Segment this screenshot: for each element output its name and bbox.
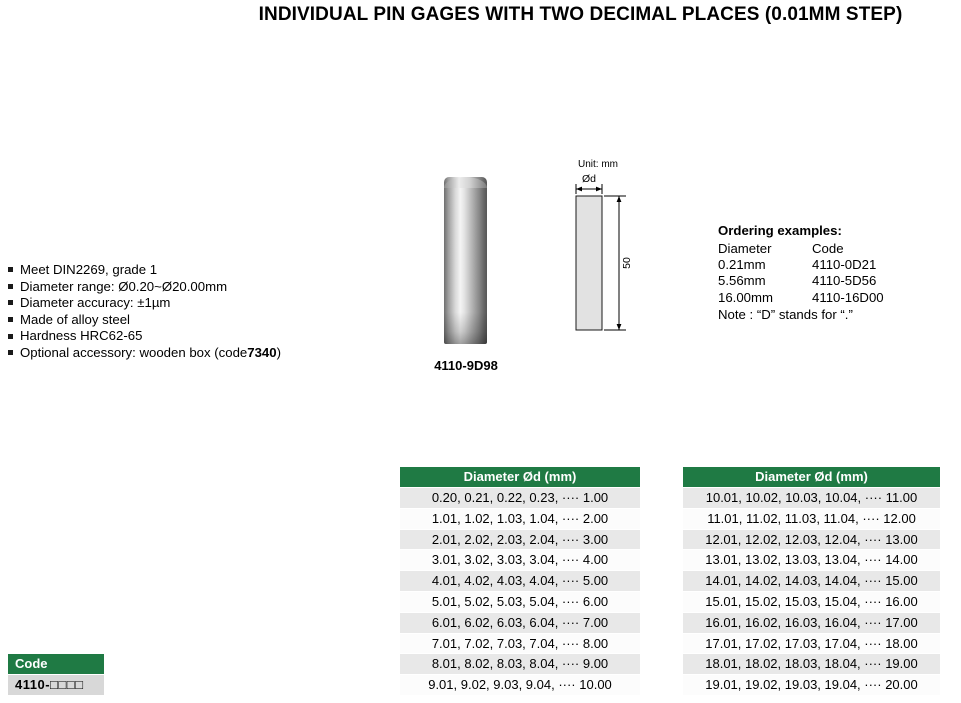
feature-text: Optional accessory: wooden box (code xyxy=(20,344,248,360)
table-row: 11.01, 11.02, 11.03, 11.04, ···· 12.00 xyxy=(683,508,940,529)
code-pattern-box xyxy=(8,654,104,695)
diameter-table-2 xyxy=(683,467,940,695)
code-box-value: 4110-□□□□ xyxy=(8,675,104,695)
table-row: 16.01, 16.02, 16.03, 16.04, ···· 17.00 xyxy=(683,612,940,633)
ordering-diameter: 0.21mm xyxy=(718,257,766,273)
product-model-caption: 4110-9D98 xyxy=(434,358,498,373)
table-row: 3.01, 3.02, 3.03, 3.04, ···· 4.00 xyxy=(400,549,640,570)
table-header: Diameter Ød (mm) xyxy=(683,467,940,487)
ordering-diameter: 5.56mm xyxy=(718,273,766,289)
feature-item xyxy=(8,296,281,309)
table-row: 4.01, 4.02, 4.03, 4.04, ···· 5.00 xyxy=(400,570,640,591)
bullet-icon xyxy=(8,284,13,289)
feature-text: Made of alloy steel xyxy=(20,311,130,327)
ordering-code: 4110-5D56 xyxy=(812,273,877,289)
code-box-header: Code xyxy=(8,654,104,674)
ordering-col-header-code: Code xyxy=(812,241,844,256)
ordering-note: Note : “D” stands for “.” xyxy=(718,306,853,322)
bullet-icon xyxy=(8,267,13,272)
ordering-code: 4110-0D21 xyxy=(812,257,877,273)
table-row: 7.01, 7.02, 7.03, 7.04, ···· 8.00 xyxy=(400,633,640,654)
table-row: 6.01, 6.02, 6.03, 6.04, ···· 7.00 xyxy=(400,612,640,633)
arrowhead-icon xyxy=(576,187,582,192)
arrowhead-icon xyxy=(596,187,602,192)
table-row: 0.20, 0.21, 0.22, 0.23, ···· 1.00 xyxy=(400,487,640,508)
accessory-code: 7340 xyxy=(247,344,277,360)
table-row: 8.01, 8.02, 8.03, 8.04, ···· 9.00 xyxy=(400,653,640,674)
ordering-code: 4110-16D00 xyxy=(812,289,884,305)
feature-item xyxy=(8,263,281,276)
ordering-col-header-diameter: Diameter xyxy=(718,241,772,256)
page-title: INDIVIDUAL PIN GAGES WITH TWO DECIMAL PLACES (0.01MM STEP) xyxy=(258,4,903,25)
length-dim-label: 50 xyxy=(621,257,633,269)
table-row: 9.01, 9.02, 9.03, 9.04, ···· 10.00 xyxy=(400,674,640,695)
table-row: 15.01, 15.02, 15.03, 15.04, ···· 16.00 xyxy=(683,591,940,612)
unit-label: Unit: mm xyxy=(578,159,618,170)
diameter-table-1 xyxy=(400,467,640,695)
table-row: 13.01, 13.02, 13.03, 13.04, ···· 14.00 xyxy=(683,549,940,570)
feature-text: ) xyxy=(276,344,281,360)
pin-gage-photo xyxy=(444,177,487,344)
arrowhead-icon xyxy=(617,324,622,330)
feature-item xyxy=(8,313,281,326)
dimension-drawing xyxy=(556,155,648,350)
bullet-icon xyxy=(8,300,13,305)
feature-text: Meet DIN2269, grade 1 xyxy=(20,262,158,277)
feature-text: Hardness HRC62-65 xyxy=(20,328,143,344)
table-row: 5.01, 5.02, 5.03, 5.04, ···· 6.00 xyxy=(400,591,640,612)
bullet-icon xyxy=(8,350,13,355)
table-row: 14.01, 14.02, 14.03, 14.04, ···· 15.00 xyxy=(683,570,940,591)
feature-text: Diameter accuracy: ±1µm xyxy=(20,295,171,311)
table-row: 10.01, 10.02, 10.03, 10.04, ···· 11.00 xyxy=(683,487,940,508)
gage-outline xyxy=(576,196,602,330)
feature-item-optional-accessory xyxy=(8,346,281,359)
table-row: 1.01, 1.02, 1.03, 1.04, ···· 2.00 xyxy=(400,508,640,529)
bullet-icon xyxy=(8,317,13,322)
table-row: 17.01, 17.02, 17.03, 17.04, ···· 18.00 xyxy=(683,633,940,654)
arrowhead-icon xyxy=(617,196,622,202)
ordering-examples xyxy=(718,223,953,323)
table-row: 18.01, 18.02, 18.03, 18.04, ···· 19.00 xyxy=(683,653,940,674)
ordering-diameter: 16.00mm xyxy=(718,289,773,305)
feature-item xyxy=(8,280,281,293)
feature-item xyxy=(8,329,281,342)
bullet-icon xyxy=(8,334,13,339)
feature-text: Diameter range: Ø0.20~Ø20.00mm xyxy=(20,278,228,294)
pin-shadow xyxy=(444,312,487,344)
ordering-table xyxy=(718,241,953,306)
ordering-title: Ordering examples: xyxy=(718,223,842,238)
table-header: Diameter Ød (mm) xyxy=(400,467,640,487)
feature-list xyxy=(8,263,281,362)
diameter-dim-label: Ød xyxy=(581,173,597,185)
table-row: 12.01, 12.02, 12.03, 12.04, ···· 13.00 xyxy=(683,529,940,550)
table-row: 2.01, 2.02, 2.03, 2.04, ···· 3.00 xyxy=(400,529,640,550)
table-row: 19.01, 19.02, 19.03, 19.04, ···· 20.00 xyxy=(683,674,940,695)
